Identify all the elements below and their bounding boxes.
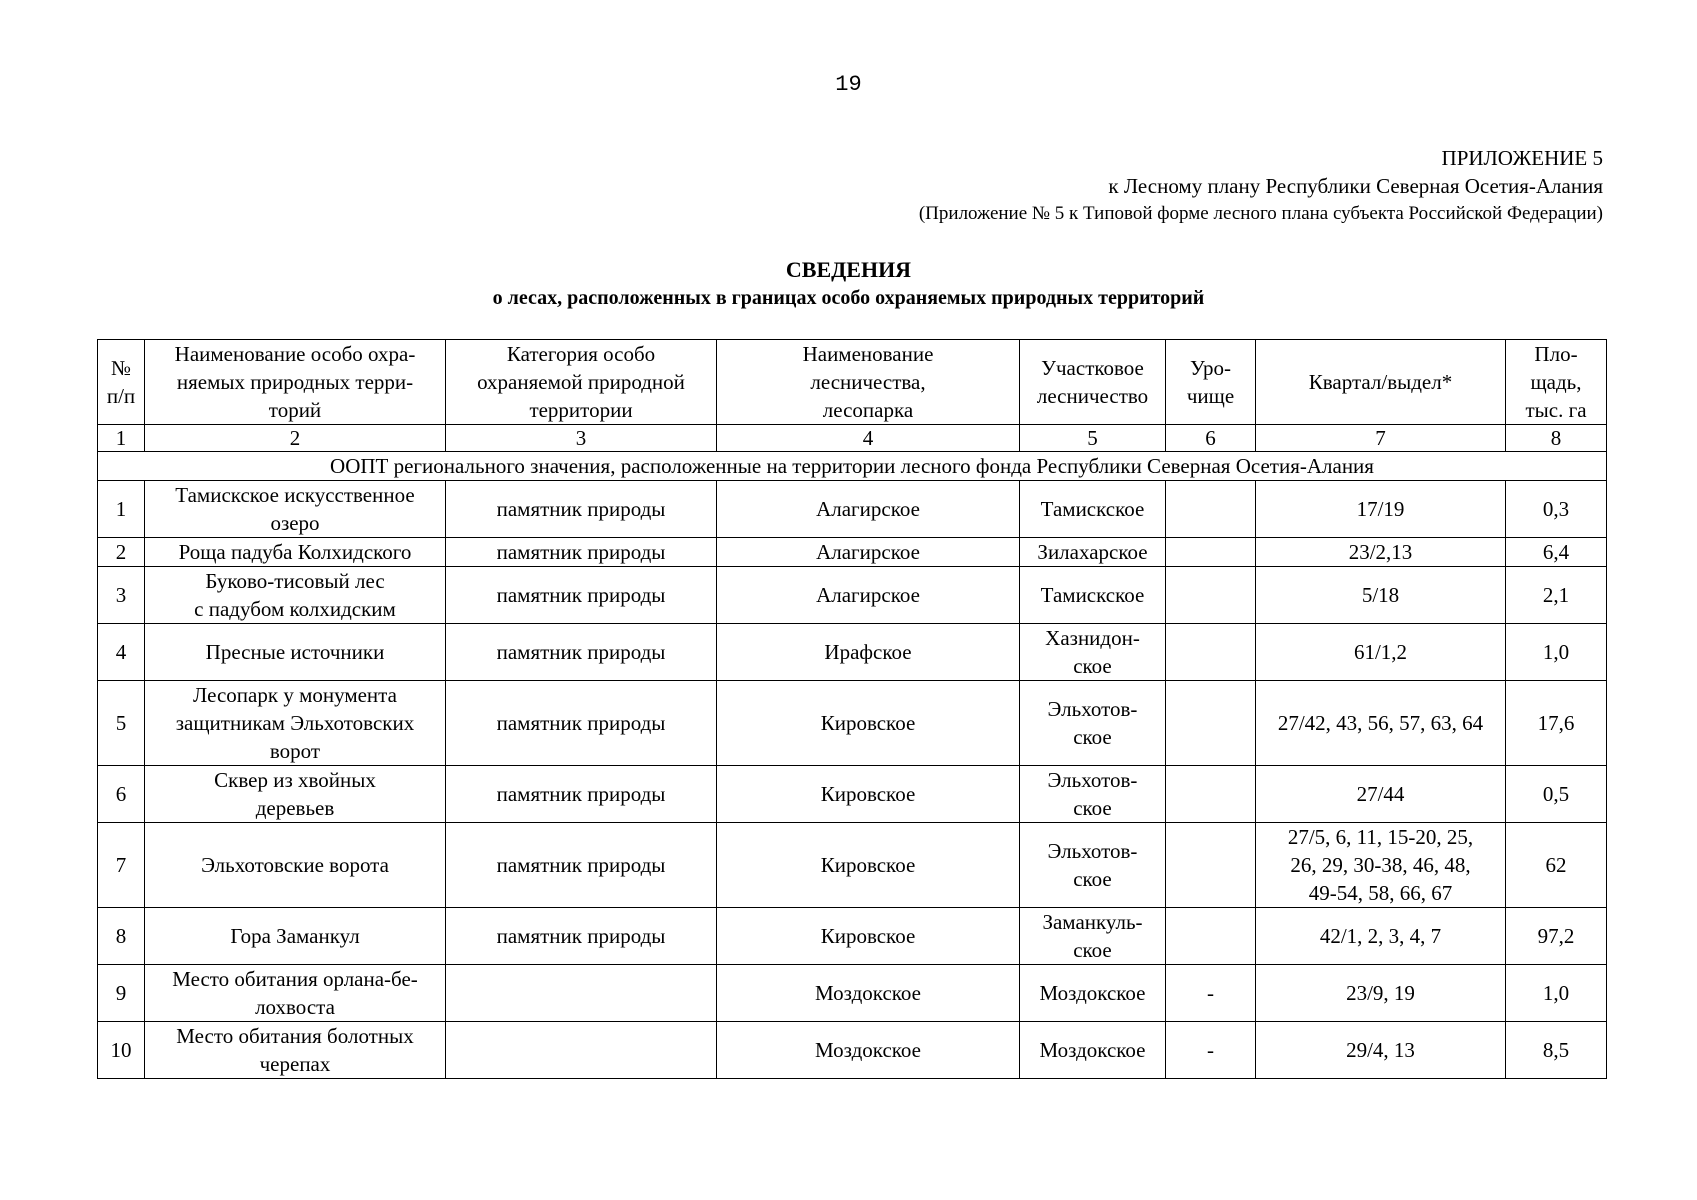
protected-area-category: памятник природы — [446, 681, 717, 766]
district-forestry-line: Эльхотов- — [1047, 768, 1138, 792]
column-header-line: Уро- — [1189, 356, 1231, 380]
column-header — [446, 340, 717, 425]
area-value: 8,5 — [1506, 1022, 1607, 1079]
area-value: 0,5 — [1506, 766, 1607, 823]
table-row — [98, 538, 1607, 567]
protected-area-name-line: Гора Заманкул — [230, 924, 360, 948]
district-forestry — [1020, 1022, 1166, 1079]
quarter-allotment — [1256, 823, 1506, 908]
column-number: 2 — [145, 425, 446, 452]
district-forestry-line: ское — [1073, 725, 1112, 749]
row-number: 2 — [98, 538, 145, 567]
area-value: 0,3 — [1506, 481, 1607, 538]
column-header — [717, 340, 1020, 425]
quarter-allotment-line: 17/19 — [1356, 497, 1405, 521]
forestry-name: Ирафское — [717, 624, 1020, 681]
forestry-name: Моздокское — [717, 965, 1020, 1022]
row-number: 5 — [98, 681, 145, 766]
row-number: 6 — [98, 766, 145, 823]
forestry-name: Алагирское — [717, 538, 1020, 567]
protected-area-name — [145, 908, 446, 965]
protected-area-name — [145, 823, 446, 908]
protected-area-category: памятник природы — [446, 766, 717, 823]
quarter-allotment-line: 5/18 — [1361, 583, 1400, 607]
district-forestry-line: ское — [1073, 867, 1112, 891]
protected-area-name-line: лохвоста — [255, 995, 335, 1019]
area-value: 1,0 — [1506, 965, 1607, 1022]
district-forestry-line: Эльхотов- — [1047, 839, 1138, 863]
protected-area-name — [145, 567, 446, 624]
protected-area-category: памятник природы — [446, 624, 717, 681]
table-row — [98, 823, 1607, 908]
column-header — [98, 340, 145, 425]
protected-area-name — [145, 538, 446, 567]
column-header — [1020, 340, 1166, 425]
tract-name — [1166, 766, 1256, 823]
column-header-line: няемых природных терри- — [176, 370, 414, 394]
column-number: 1 — [98, 425, 145, 452]
protected-area-name — [145, 965, 446, 1022]
tract-name — [1166, 681, 1256, 766]
district-forestry-line: Тамискское — [1040, 497, 1145, 521]
quarter-allotment-line: 42/1, 2, 3, 4, 7 — [1319, 924, 1442, 948]
protected-area-category — [446, 965, 717, 1022]
column-number: 5 — [1020, 425, 1166, 452]
protected-area-name-line: Сквер из хвойных — [214, 768, 376, 792]
area-value: 6,4 — [1506, 538, 1607, 567]
table-row — [98, 681, 1607, 766]
forestry-name: Моздокское — [717, 1022, 1020, 1079]
page-number: 19 — [835, 72, 862, 97]
column-header-line: торий — [268, 398, 322, 422]
tract-name — [1166, 823, 1256, 908]
protected-area-name-line: Роща падуба Колхидского — [178, 540, 412, 564]
column-header-line: щадь, — [1530, 370, 1582, 394]
protected-area-category — [446, 1022, 717, 1079]
forestry-name: Алагирское — [717, 481, 1020, 538]
table-header-row — [98, 340, 1607, 425]
document-subtitle: о лесах, расположенных в границах особо охраняемых природных территорий — [492, 287, 1205, 309]
area-value: 2,1 — [1506, 567, 1607, 624]
area-value: 17,6 — [1506, 681, 1607, 766]
column-number: 8 — [1506, 425, 1607, 452]
protected-area-name-line: защитникам Эльхотовских — [175, 711, 415, 735]
district-forestry-line: ское — [1073, 654, 1112, 678]
column-header-line: тыс. га — [1525, 398, 1587, 422]
column-header — [1256, 340, 1506, 425]
forestry-name: Кировское — [717, 766, 1020, 823]
column-number: 6 — [1166, 425, 1256, 452]
column-header-line: охраняемой природной — [477, 370, 685, 394]
district-forestry-line: ское — [1073, 796, 1112, 820]
protected-area-name-line: Место обитания орлана-бе- — [172, 967, 418, 991]
quarter-allotment — [1256, 681, 1506, 766]
table-row — [98, 908, 1607, 965]
protected-area-name — [145, 624, 446, 681]
table-row — [98, 481, 1607, 538]
area-value: 1,0 — [1506, 624, 1607, 681]
quarter-allotment-line: 27/5, 6, 11, 15-20, 25, — [1287, 825, 1474, 849]
column-number-row — [98, 425, 1607, 452]
protected-area-name — [145, 481, 446, 538]
quarter-allotment-line: 26, 29, 30-38, 46, 48, — [1290, 853, 1471, 877]
row-number: 3 — [98, 567, 145, 624]
tract-name — [1166, 567, 1256, 624]
tract-name — [1166, 481, 1256, 538]
column-header — [1506, 340, 1607, 425]
protected-area-name-line: деревьев — [255, 796, 335, 820]
quarter-allotment — [1256, 766, 1506, 823]
forestry-name: Кировское — [717, 823, 1020, 908]
district-forestry — [1020, 965, 1166, 1022]
protected-area-name — [145, 1022, 446, 1079]
row-number: 8 — [98, 908, 145, 965]
section-title: ООПТ регионального значения, расположенные на территории лесного фонда Республики Северная Осетия-Алания — [98, 452, 1607, 481]
protected-area-name — [145, 766, 446, 823]
row-number: 9 — [98, 965, 145, 1022]
protected-area-name — [145, 681, 446, 766]
quarter-allotment-line: 27/44 — [1356, 782, 1405, 806]
row-number: 7 — [98, 823, 145, 908]
column-header-line: Категория особо — [506, 342, 656, 366]
column-header-line: Наименование особо охра- — [174, 342, 416, 366]
protected-area-name-line: черепах — [259, 1052, 331, 1076]
row-number: 1 — [98, 481, 145, 538]
district-forestry — [1020, 481, 1166, 538]
district-forestry-line: Зилахарское — [1037, 540, 1148, 564]
district-forestry — [1020, 823, 1166, 908]
protected-area-name-line: Буково-тисовый лес — [205, 569, 385, 593]
forestry-name: Кировское — [717, 681, 1020, 766]
district-forestry — [1020, 567, 1166, 624]
protected-area-name-line: Лесопарк у монумента — [193, 683, 397, 707]
document-title: СВЕДЕНИЯ — [785, 257, 912, 282]
column-header-line: № — [110, 356, 132, 380]
area-value: 97,2 — [1506, 908, 1607, 965]
district-forestry — [1020, 624, 1166, 681]
appendix-title: ПРИЛОЖЕНИЕ 5 — [1441, 146, 1603, 170]
appendix-block — [919, 144, 1603, 228]
protected-area-category: памятник природы — [446, 538, 717, 567]
column-number: 3 — [446, 425, 717, 452]
quarter-allotment-line: 23/9, 19 — [1346, 981, 1415, 1005]
protected-area-name-line: Пресные источники — [205, 640, 385, 664]
forestry-name: Алагирское — [717, 567, 1020, 624]
protected-area-name-line: Эльхотовские ворота — [201, 853, 389, 877]
column-header-line: лесопарка — [822, 398, 914, 422]
column-header-line: Квартал/выдел* — [1308, 370, 1453, 394]
quarter-allotment-line: 49-54, 58, 66, 67 — [1308, 881, 1453, 905]
quarter-allotment — [1256, 624, 1506, 681]
protected-area-name-line: Место обитания болотных — [176, 1024, 414, 1048]
tract-name — [1166, 908, 1256, 965]
district-forestry-line: Моздокское — [1039, 981, 1146, 1005]
district-forestry-line: Моздокское — [1039, 1038, 1146, 1062]
district-forestry-line: ское — [1073, 938, 1112, 962]
district-forestry — [1020, 766, 1166, 823]
area-value: 62 — [1506, 823, 1607, 908]
quarter-allotment-line: 23/2,13 — [1348, 540, 1413, 564]
table-row — [98, 624, 1607, 681]
quarter-allotment — [1256, 1022, 1506, 1079]
protected-area-name-line: с падубом колхидским — [194, 597, 396, 621]
appendix-line-2: к Лесному плану Республики Северная Осетия-Алания — [1108, 174, 1603, 198]
table-row — [98, 567, 1607, 624]
quarter-allotment — [1256, 965, 1506, 1022]
district-forestry-line: Тамискское — [1040, 583, 1145, 607]
district-forestry — [1020, 681, 1166, 766]
protected-area-category: памятник природы — [446, 481, 717, 538]
row-number: 4 — [98, 624, 145, 681]
column-header-line: Пло- — [1534, 342, 1578, 366]
district-forestry-line: Эльхотов- — [1047, 697, 1138, 721]
quarter-allotment — [1256, 538, 1506, 567]
tract-name — [1166, 538, 1256, 567]
quarter-allotment-line: 29/4, 13 — [1346, 1038, 1415, 1062]
column-header-line: Наименование — [802, 342, 934, 366]
quarter-allotment — [1256, 567, 1506, 624]
protected-area-name-line: озеро — [270, 511, 320, 535]
table-row — [98, 1022, 1607, 1079]
protected-area-name-line: Тамискское искусственное — [175, 483, 415, 507]
district-forestry — [1020, 908, 1166, 965]
column-number: 4 — [717, 425, 1020, 452]
tract-name — [1166, 624, 1256, 681]
column-header-line: лесничество — [1036, 384, 1149, 408]
quarter-allotment — [1256, 908, 1506, 965]
table-row — [98, 766, 1607, 823]
column-header-line: территории — [529, 398, 633, 422]
appendix-line-3: (Приложение № 5 к Типовой форме лесного плана субъекта Российской Федерации) — [918, 203, 1603, 224]
district-forestry — [1020, 538, 1166, 567]
protected-area-category: памятник природы — [446, 567, 717, 624]
column-header-line: лесничества, — [810, 370, 926, 394]
tract-name: - — [1166, 1022, 1256, 1079]
row-number: 10 — [98, 1022, 145, 1079]
column-number: 7 — [1256, 425, 1506, 452]
district-forestry-line: Хазнидон- — [1045, 626, 1140, 650]
forestry-name: Кировское — [717, 908, 1020, 965]
district-forestry-line: Заманкуль- — [1042, 910, 1143, 934]
column-header-line: Участковое — [1041, 356, 1144, 380]
table-row — [98, 965, 1607, 1022]
quarter-allotment-line: 27/42, 43, 56, 57, 63, 64 — [1277, 711, 1484, 735]
quarter-allotment — [1256, 481, 1506, 538]
protected-areas-table — [97, 339, 1607, 1079]
section-row — [98, 452, 1607, 481]
protected-area-name-line: ворот — [269, 739, 321, 763]
tract-name: - — [1166, 965, 1256, 1022]
column-header — [1166, 340, 1256, 425]
quarter-allotment-line: 61/1,2 — [1353, 640, 1408, 664]
column-header-line: п/п — [106, 384, 136, 408]
protected-area-category: памятник природы — [446, 908, 717, 965]
protected-area-category: памятник природы — [446, 823, 717, 908]
column-header-line: чище — [1186, 384, 1235, 408]
column-header — [145, 340, 446, 425]
